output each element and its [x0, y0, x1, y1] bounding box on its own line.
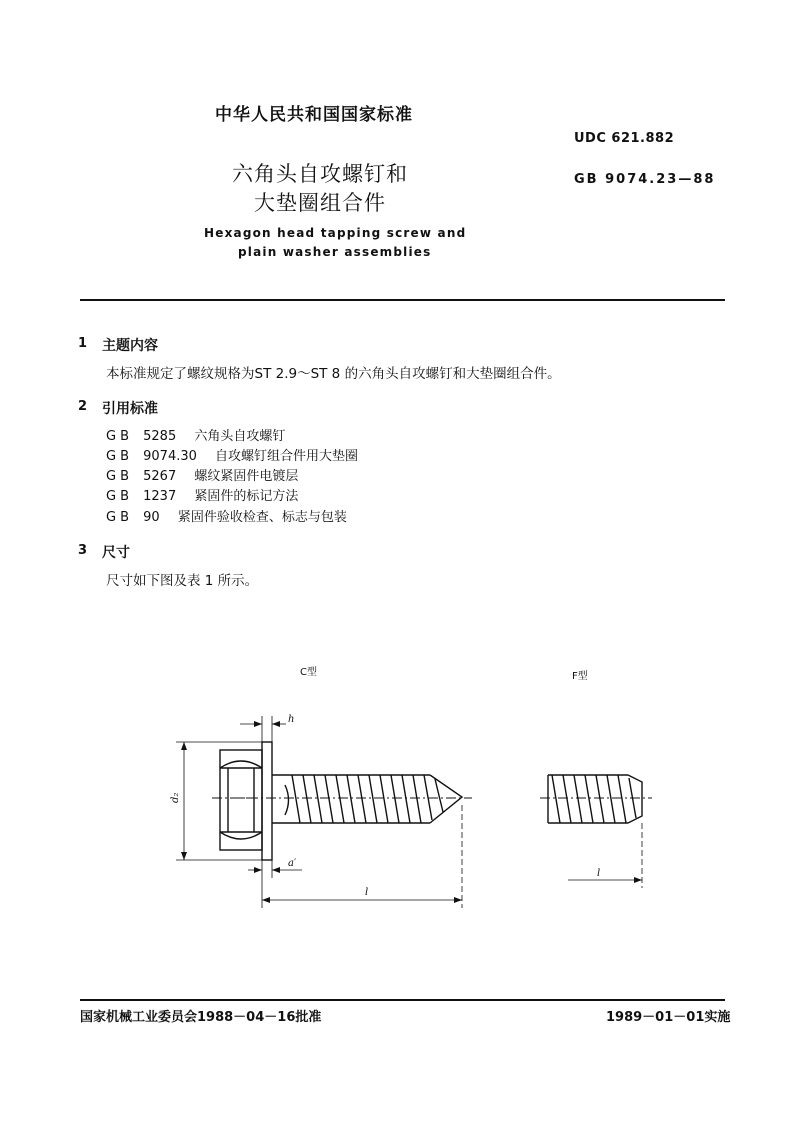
dim-a-label: a′ [288, 858, 297, 869]
reference-title: 螺纹紧固件电镀层 [194, 469, 299, 484]
reference-number: 1237 [143, 489, 177, 504]
figure-type-f-label: F型 [572, 671, 588, 682]
dim-l-f-label: l [597, 868, 601, 879]
footer-divider [80, 999, 725, 1001]
reference-number: 5285 [143, 429, 177, 444]
hex-head-shape [220, 750, 262, 850]
reference-title: 六角头自攻螺钉 [194, 429, 286, 444]
section-1-number: 1 [78, 336, 88, 351]
reference-number: 90 [143, 510, 160, 525]
dim-l-label: l [365, 887, 369, 898]
title-en-line1: Hexagon head tapping screw and [204, 226, 467, 240]
thread-shank-f [548, 775, 642, 823]
reference-title: 紧固件验收检查、标志与包装 [177, 510, 347, 525]
dim-d2-label: d₂ [170, 792, 181, 803]
udc-code: UDC 621.882 [574, 131, 675, 146]
standard-org-heading: 中华人民共和国国家标准 [215, 105, 413, 125]
section-2-number: 2 [78, 399, 88, 414]
section-1-title: 主题内容 [102, 338, 158, 354]
section-3-number: 3 [78, 543, 88, 558]
section-3-title: 尺寸 [102, 545, 130, 561]
title-zh-line2: 大垫圈组合件 [254, 191, 386, 215]
effective-date: 1989－01－01实施 [606, 1010, 731, 1025]
title-en-line2: plain washer assemblies [238, 245, 432, 259]
reference-number: 5267 [143, 469, 177, 484]
reference-code: GB [106, 429, 133, 444]
section-2-title: 引用标准 [102, 401, 158, 417]
reference-title: 自攻螺钉组合件用大垫圈 [215, 449, 359, 464]
thread-shank-c [272, 775, 462, 823]
title-zh-line1: 六角头自攻螺钉和 [232, 162, 408, 186]
dim-h-label: h [288, 714, 295, 725]
reference-code: GB [106, 449, 133, 464]
reference-code: GB [106, 469, 133, 484]
section-3-body: 尺寸如下图及表 1 所示。 [106, 573, 259, 589]
reference-code: GB [106, 510, 133, 525]
gb-number: GB 9074.23—88 [574, 172, 716, 187]
reference-number: 9074.30 [143, 449, 197, 464]
reference-code: GB [106, 489, 133, 504]
reference-title: 紧固件的标记方法 [194, 489, 299, 504]
figure-type-c-label: C型 [300, 667, 317, 678]
section-1-body: 本标准规定了螺纹规格为ST 2.9～ST 8 的六角头自攻螺钉和大垫圈组合件。 [106, 366, 561, 382]
washer-shape [262, 742, 272, 860]
approval-line: 国家机械工业委员会1988－04－16批准 [80, 1010, 322, 1025]
